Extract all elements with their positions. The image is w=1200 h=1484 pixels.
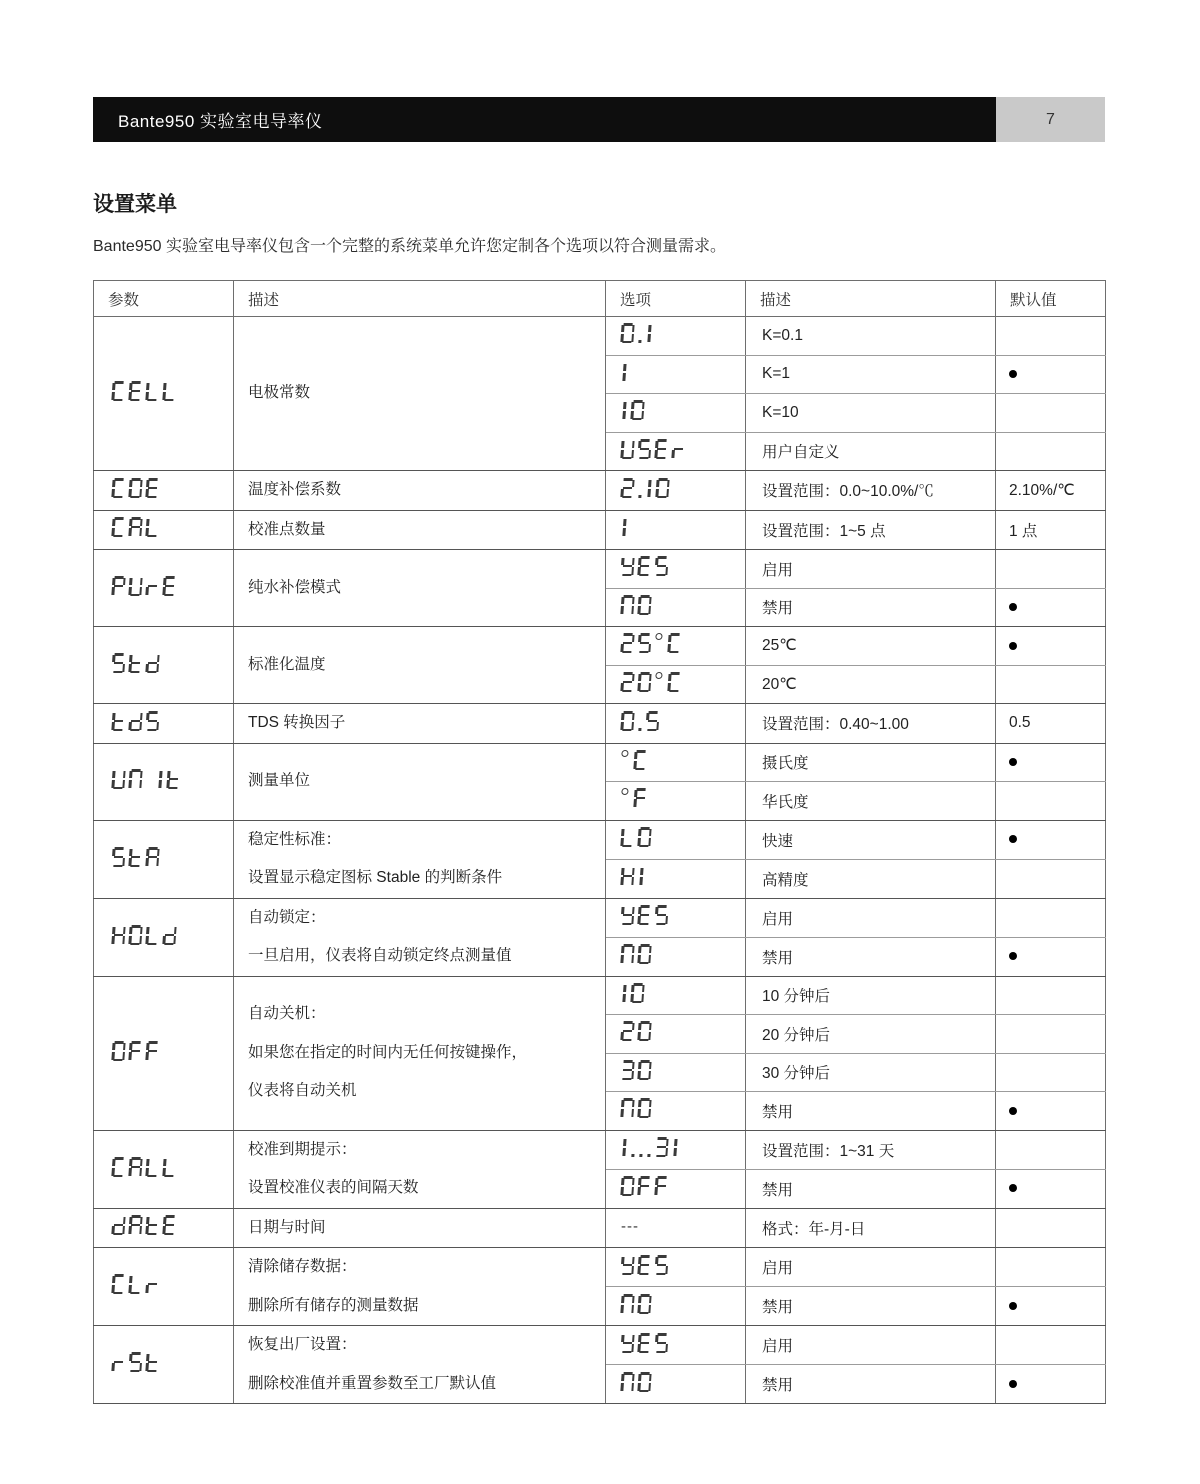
parameter-description-cell — [234, 627, 606, 704]
parameter-cell — [94, 820, 234, 898]
table-row — [94, 627, 1106, 666]
table-row — [94, 1130, 1106, 1169]
table-row — [94, 471, 1106, 511]
seven-segment-display — [111, 1274, 163, 1294]
default-value-cell — [996, 1092, 1106, 1131]
description-line: 一旦启用，仪表将自动锁定终点测量值 — [248, 947, 512, 964]
parameter-description-cell — [234, 550, 606, 627]
section-title: 设置菜单 — [93, 193, 177, 216]
option-code-cell — [606, 704, 746, 744]
option-code-cell — [606, 665, 746, 704]
option-code-cell — [606, 820, 746, 859]
default-value-cell — [996, 1015, 1106, 1054]
parameter-cell — [94, 317, 234, 471]
default-bullet — [1009, 1380, 1017, 1388]
option-description-cell: K=1 — [746, 355, 996, 394]
seven-segment-display — [620, 750, 651, 770]
seven-segment-display — [620, 1021, 655, 1041]
seven-segment-display — [111, 478, 163, 498]
parameter-cell — [94, 1208, 234, 1248]
table-row — [94, 1326, 1106, 1365]
default-value-cell — [996, 665, 1106, 704]
default-value-cell: 0.5 — [996, 704, 1106, 744]
option-code-cell — [606, 588, 746, 627]
option-code-cell — [606, 898, 746, 937]
default-value-cell — [996, 1130, 1106, 1169]
parameter-cell — [94, 1248, 234, 1326]
description-line: 自动锁定： — [248, 908, 326, 926]
option-description-cell: 格式：年-月-日 — [746, 1208, 996, 1248]
option-code-cell — [606, 355, 746, 394]
parameter-description-cell — [234, 471, 606, 511]
seven-segment-display — [620, 478, 673, 498]
default-bullet — [1009, 758, 1017, 766]
table-row — [94, 1208, 1106, 1248]
seven-segment-display — [111, 847, 163, 867]
description-line: 删除所有储存的测量数据 — [248, 1296, 419, 1314]
seven-segment-display — [620, 711, 663, 731]
default-value-cell — [996, 1287, 1106, 1326]
intro-paragraph: Bante950 实验室电导率仪包含一个完整的系统菜单允许您定制各个选项以符合测量需求。 — [93, 238, 726, 255]
col-header-option-description: 描述 — [746, 281, 996, 317]
option-code-cell — [606, 937, 746, 976]
option-description-cell: 30 分钟后 — [746, 1053, 996, 1092]
seven-segment-display — [620, 1137, 682, 1157]
option-code-cell — [606, 1130, 746, 1169]
description-line: 设置校准仪表的间隔天数 — [248, 1179, 419, 1196]
parameter-cell — [94, 510, 234, 550]
seven-segment-display — [111, 769, 184, 789]
description-line: 设置显示稳定图标 Stable 的判断条件 — [248, 869, 503, 886]
option-description-cell: 华氏度 — [746, 782, 996, 821]
parameter-cell — [94, 550, 234, 627]
option-code-cell — [606, 510, 746, 550]
parameter-description-cell — [234, 510, 606, 550]
option-description-cell: K=0.1 — [746, 317, 996, 356]
description-line: 清除储存数据： — [248, 1258, 357, 1275]
description-line: 电极常数 — [248, 384, 311, 402]
table-body — [94, 317, 1106, 1404]
col-header-parameter: 参数 — [94, 281, 234, 317]
seven-segment-display — [620, 1176, 672, 1196]
description-line: 标准化温度 — [248, 655, 326, 673]
table-row — [94, 317, 1106, 356]
seven-segment-display — [620, 983, 648, 1003]
seven-segment-display — [620, 1098, 655, 1118]
default-value-cell — [996, 317, 1106, 356]
description-line: 纯水补偿模式 — [248, 578, 342, 596]
option-code-cell — [606, 1053, 746, 1092]
default-bullet — [1009, 370, 1017, 378]
seven-segment-display — [620, 1294, 655, 1314]
parameter-description-cell — [234, 820, 606, 898]
seven-segment-display — [111, 1041, 163, 1061]
description-line: 删除校准值并重置参数至工厂默认值 — [248, 1374, 497, 1392]
seven-segment-display — [111, 653, 163, 673]
option-description-cell: 禁用 — [746, 1287, 996, 1326]
default-value-cell — [996, 588, 1106, 627]
seven-segment-display — [620, 944, 655, 964]
page-number: 7 — [996, 97, 1105, 142]
option-description-cell: 设置范围：0.40~1.00 — [746, 704, 996, 744]
option-description-cell: 设置范围：1~5 点 — [746, 510, 996, 550]
option-code-cell — [606, 1208, 746, 1248]
option-description-cell: 启用 — [746, 1248, 996, 1287]
default-value-cell — [996, 937, 1106, 976]
option-code-cell — [606, 627, 746, 666]
parameter-cell — [94, 743, 234, 820]
default-bullet — [1009, 952, 1017, 960]
seven-segment-display — [111, 576, 180, 596]
option-description-cell: 禁用 — [746, 1365, 996, 1404]
option-code-cell — [606, 432, 746, 471]
default-bullet — [1009, 1107, 1017, 1115]
default-value-cell — [996, 1053, 1106, 1092]
option-description-cell: 设置范围：0.0~10.0%/℃ — [746, 471, 996, 511]
description-line: 如果您在指定的时间内无任何按键操作， — [248, 1043, 528, 1061]
option-code-cell — [606, 743, 746, 782]
default-value-cell: 2.10%/℃ — [996, 471, 1106, 511]
seven-segment-display — [111, 1215, 180, 1235]
description-line: 校准到期提示： — [248, 1140, 357, 1158]
default-value-cell — [996, 550, 1106, 589]
parameter-cell — [94, 1130, 234, 1208]
option-description-cell: 启用 — [746, 898, 996, 937]
parameter-description-cell — [234, 1248, 606, 1326]
table-row — [94, 550, 1106, 589]
default-value-cell — [996, 976, 1106, 1015]
option-code-cell — [606, 1169, 746, 1208]
default-value-cell: 1 点 — [996, 510, 1106, 550]
table-row — [94, 976, 1106, 1015]
col-header-default: 默认值 — [996, 281, 1106, 317]
option-description-cell: 禁用 — [746, 1169, 996, 1208]
table-row — [94, 898, 1106, 937]
option-code-cell — [606, 317, 746, 356]
option-description-cell: 20℃ — [746, 665, 996, 704]
default-value-cell — [996, 859, 1106, 898]
option-code-cell — [606, 550, 746, 589]
option-code-cell — [606, 1365, 746, 1404]
col-header-description: 描述 — [234, 281, 606, 317]
default-bullet — [1009, 1184, 1017, 1192]
seven-segment-display — [620, 400, 648, 420]
seven-segment-display — [620, 517, 631, 537]
parameter-description-cell — [234, 317, 606, 471]
default-value-cell — [996, 627, 1106, 666]
default-bullet — [1009, 1302, 1017, 1310]
option-code-cell — [606, 1092, 746, 1131]
default-bullet — [1009, 835, 1017, 843]
option-code-cell — [606, 1015, 746, 1054]
col-header-option: 选项 — [606, 281, 746, 317]
seven-segment-display — [620, 1255, 672, 1275]
parameter-cell — [94, 627, 234, 704]
table-header-row — [94, 281, 1106, 317]
description-line: 仪表将自动关机 — [248, 1082, 357, 1100]
parameter-description-cell — [234, 898, 606, 976]
seven-segment-display — [620, 556, 672, 576]
option-description-cell: 禁用 — [746, 1092, 996, 1131]
seven-segment-display — [111, 1352, 163, 1372]
seven-segment-display — [620, 1372, 655, 1392]
option-description-cell: 启用 — [746, 550, 996, 589]
seven-segment-display — [620, 788, 651, 808]
seven-segment-display — [620, 633, 685, 653]
default-value-cell — [996, 355, 1106, 394]
seven-segment-display — [111, 1157, 180, 1177]
default-bullet — [1009, 642, 1017, 650]
seven-segment-display — [620, 905, 672, 925]
option-description-cell: 20 分钟后 — [746, 1015, 996, 1054]
default-value-cell — [996, 898, 1106, 937]
parameter-cell — [94, 704, 234, 744]
page-header-bar — [93, 97, 1105, 142]
default-value-cell — [996, 1365, 1106, 1404]
default-value-cell — [996, 1169, 1106, 1208]
parameter-cell — [94, 471, 234, 511]
seven-segment-display — [111, 711, 163, 731]
parameter-cell — [94, 976, 234, 1130]
description-line: 稳定性标准： — [248, 830, 342, 848]
seven-segment-display: --- — [621, 1217, 639, 1235]
table-row — [94, 743, 1106, 782]
description-line: 校准点数量 — [248, 520, 326, 538]
document-title: Bante950 实验室电导率仪 — [93, 97, 996, 142]
option-description-cell: 禁用 — [746, 937, 996, 976]
seven-segment-display — [620, 1333, 672, 1353]
seven-segment-display — [111, 517, 163, 537]
option-description-cell: 设置范围：1~31 天 — [746, 1130, 996, 1169]
option-code-cell — [606, 1287, 746, 1326]
default-value-cell — [996, 782, 1106, 821]
description-line: 温度补偿系数 — [248, 481, 342, 498]
table-row — [94, 704, 1106, 744]
seven-segment-display — [620, 439, 689, 459]
option-code-cell — [606, 859, 746, 898]
option-code-cell — [606, 1248, 746, 1287]
default-value-cell — [996, 432, 1106, 471]
seven-segment-display — [111, 381, 180, 401]
parameter-description-cell — [234, 743, 606, 820]
default-bullet — [1009, 603, 1017, 611]
description-line: 测量单位 — [248, 772, 311, 790]
table-row — [94, 1248, 1106, 1287]
seven-segment-display — [111, 925, 180, 945]
seven-segment-display — [620, 672, 685, 692]
parameter-description-cell — [234, 704, 606, 744]
option-description-cell: 摄氏度 — [746, 743, 996, 782]
table-row — [94, 820, 1106, 859]
default-value-cell — [996, 394, 1106, 433]
default-value-cell — [996, 743, 1106, 782]
parameter-description-cell — [234, 1130, 606, 1208]
description-line: 自动关机： — [248, 1005, 326, 1023]
seven-segment-display — [620, 1060, 655, 1080]
description-line: TDS 转换因子 — [248, 714, 346, 731]
option-description-cell: 启用 — [746, 1326, 996, 1365]
default-value-cell — [996, 1248, 1106, 1287]
seven-segment-display — [620, 827, 655, 847]
parameter-cell — [94, 898, 234, 976]
parameter-cell — [94, 1326, 234, 1404]
option-code-cell — [606, 471, 746, 511]
settings-menu-table — [93, 280, 1106, 1404]
option-description-cell: 快速 — [746, 820, 996, 859]
option-description-cell: 10 分钟后 — [746, 976, 996, 1015]
description-line: 日期与时间 — [248, 1218, 326, 1236]
description-line: 恢复出厂设置： — [248, 1336, 357, 1353]
parameter-description-cell — [234, 976, 606, 1130]
option-description-cell: 25℃ — [746, 627, 996, 666]
option-code-cell — [606, 976, 746, 1015]
default-value-cell — [996, 820, 1106, 859]
option-description-cell: 禁用 — [746, 588, 996, 627]
seven-segment-display — [620, 866, 648, 886]
option-code-cell — [606, 394, 746, 433]
parameter-description-cell — [234, 1208, 606, 1248]
default-value-cell — [996, 1326, 1106, 1365]
option-description-cell: 用户自定义 — [746, 432, 996, 471]
seven-segment-display — [620, 323, 656, 343]
seven-segment-display — [620, 595, 655, 615]
option-code-cell — [606, 1326, 746, 1365]
option-code-cell — [606, 782, 746, 821]
default-value-cell — [996, 1208, 1106, 1248]
seven-segment-display — [620, 362, 631, 382]
option-description-cell: 高精度 — [746, 859, 996, 898]
option-description-cell: K=10 — [746, 394, 996, 433]
parameter-description-cell — [234, 1326, 606, 1404]
table-row — [94, 510, 1106, 550]
